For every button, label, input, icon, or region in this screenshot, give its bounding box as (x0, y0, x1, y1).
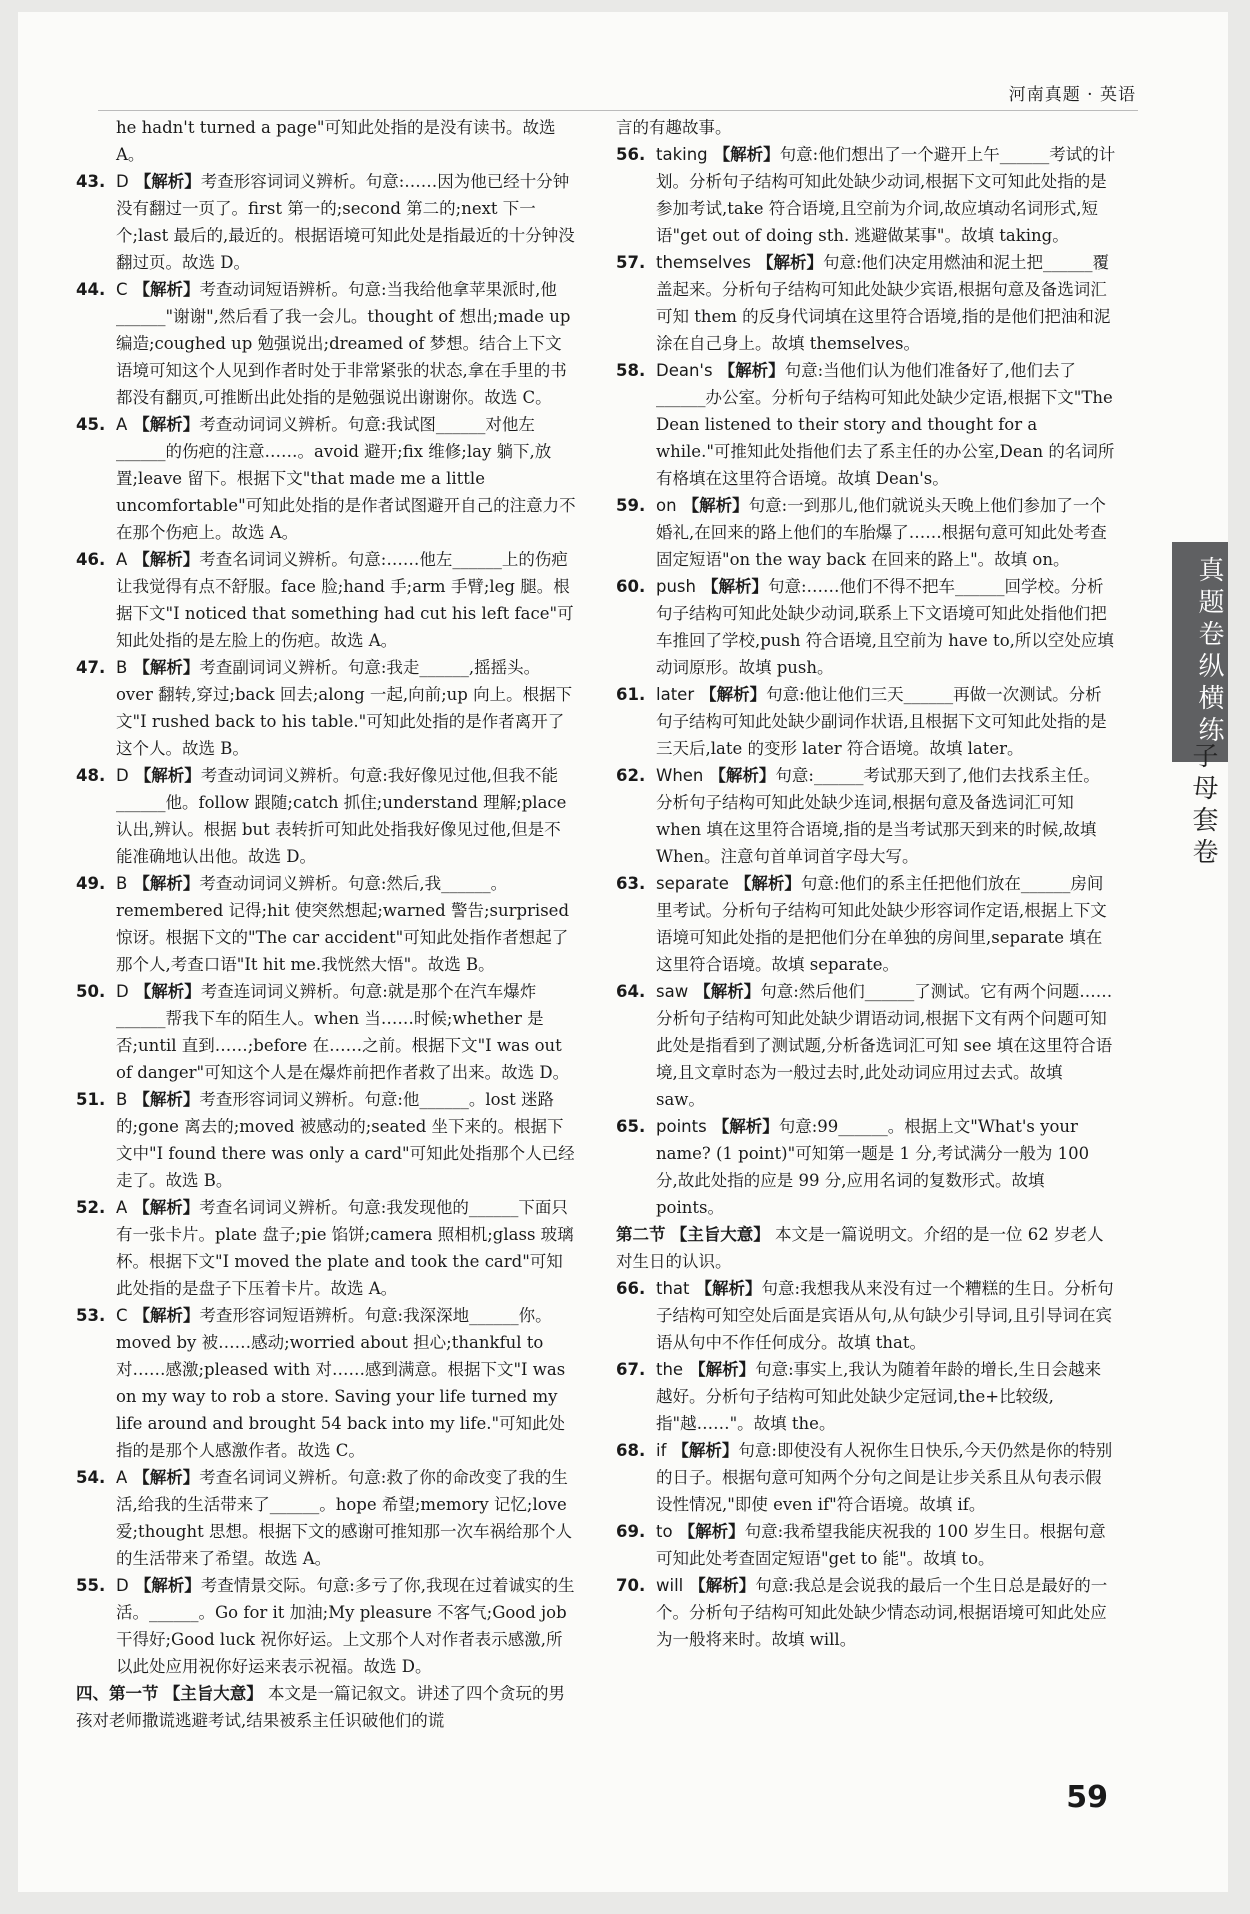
analysis-text: 考查动词词义辨析。句意:我好像见过他,但我不能______他。follow 跟随;catch 抓住;understand 理解;place 认出,辨认。根据 but 表转折可知此处指我好像见过他,但是不能准确地认出他。故选 D。 (116, 766, 567, 866)
answer-entry (616, 573, 1116, 681)
answer-value: will (656, 1576, 684, 1595)
question-number: 55. (76, 1576, 106, 1595)
answer-value: D (116, 766, 129, 785)
analysis-text: 句意:他们的系主任把他们放在______房间里考试。分析句子结构可知此处缺少形容词作定语,根据上下文语境可知此处指的是把他们分在单独的房间里,separate 填在这里符合语境。故填 separate。 (656, 874, 1107, 974)
analysis-tag: 【解析】 (134, 982, 201, 1001)
question-number: 48. (76, 766, 106, 785)
analysis-text: 句意:然后他们______了测试。它有两个问题……分析句子结构可知此处缺少谓语动词,根据下文有两个问题可知此处是指看到了测试题,分析备选词汇可知 see 填在这里符合语境,且文章时态为一般过去时,此处动词应用过去式。故填 saw。 (656, 982, 1113, 1109)
analysis-text: 句意:当他们认为他们准备好了,他们去了______办公室。分析句子结构可知此处缺少定语,根据下文"The Dean listened to their story and thought for a while."可推知此处指他们去了系主任的办公室,Dean 的名词所有格填在这里符合语境。故填 Dean's。 (656, 361, 1115, 488)
answer-value: A (116, 1468, 128, 1487)
analysis-text: 考查名词词义辨析。句意:我发现他的______下面只有一张卡片。plate 盘子;pie 馅饼;camera 照相机;glass 玻璃杯。根据下文"I moved the plate and took the card"可知此处指的是盘子下压着卡片。故选 A。 (116, 1198, 574, 1298)
analysis-tag: 【解析】 (133, 1306, 200, 1325)
answer-entry (616, 1113, 1116, 1221)
answer-entry (76, 1302, 576, 1464)
analysis-tag: 【解析】 (678, 1522, 745, 1541)
answer-entry (76, 546, 576, 654)
answer-value: on (656, 496, 677, 515)
analysis-text: 考查形容词短语辨析。句意:我深深地______你。moved by 被……感动;worried about 担心;thankful to 对……感激;pleased with 对……感到满意。根据下文"I was on my way to rob a store. Saving your life turned my life around and brought 54 back into my life."可知此处指的是那个人感激作者。故选 C。 (116, 1306, 566, 1460)
question-number: 64. (616, 982, 646, 1001)
question-number: 65. (616, 1117, 646, 1136)
answer-entry (616, 1275, 1116, 1356)
section-summary (616, 1221, 1116, 1275)
analysis-text: 句意:他让他们三天______再做一次测试。分析句子结构可知此处缺少副词作状语,且根据下文可知此处指的是三天后,late 的变形 later 符合语境。故填 later。 (656, 685, 1107, 758)
question-number: 53. (76, 1306, 106, 1325)
analysis-tag: 【解析】 (133, 658, 200, 677)
answer-entry (76, 411, 576, 546)
answer-entry (616, 492, 1116, 573)
analysis-text: 考查形容词词义辨析。句意:……因为他已经十分钟没有翻过一页了。first 第一的;second 第二的;next 下一个;last 最后的,最近的。根据语境可知此处是指最近的十分钟没翻过页。故选 D。 (116, 172, 575, 272)
answer-value: C (116, 280, 128, 299)
analysis-text: 考查动词短语辨析。句意:当我给他拿苹果派时,他______"谢谢",然后看了我一会儿。thought of 想出;made up 编造;coughed up 勉强说出;dreamed of 梦想。结合上下文语境可知这个人见到作者时处于非常紧张的状态,拿在手里的书都没有翻页,可推断出此处指的是勉强说出谢谢你。故选 C。 (116, 280, 571, 407)
question-number: 46. (76, 550, 106, 569)
answer-value: that (656, 1279, 690, 1298)
analysis-text: 句意:……他们不得不把车______回学校。分析句子结构可知此处缺少动词,联系上下文语境可知此处指他们把车推回了学校,push 符合语境,且空前为 have to,所以空处应填动词原形。故填 push。 (656, 577, 1114, 677)
section-text: 本文是一篇记叙文。讲述了四个贪玩的男孩对老师撒谎逃避考试,结果被系主任识破他们的谎 (76, 1684, 565, 1730)
answer-value: B (116, 1090, 128, 1109)
analysis-tag: 【解析】 (682, 496, 749, 515)
analysis-tag: 【解析】 (695, 1279, 762, 1298)
question-number: 59. (616, 496, 646, 515)
question-number: 50. (76, 982, 106, 1001)
analysis-tag: 【解析】 (709, 766, 776, 785)
lead-in-text: 言的有趣故事。 (616, 118, 732, 137)
analysis-tag: 【解析】 (134, 1576, 201, 1595)
analysis-text: 句意:他们决定用燃油和泥土把______覆盖起来。分析句子结构可知此处缺少宾语,根据句意及备选词汇可知 them 的反身代词填在这里符合语境,指的是他们把油和泥涂在自己身上。故填 themselves。 (656, 253, 1111, 353)
answer-value: push (656, 577, 696, 596)
question-number: 62. (616, 766, 646, 785)
question-number: 43. (76, 172, 106, 191)
side-tab-title: 真题卷纵横练 (1172, 542, 1228, 762)
question-number: 47. (76, 658, 106, 677)
analysis-tag: 【解析】 (134, 172, 201, 191)
section-text: 本文是一篇说明文。介绍的是一位 62 岁老人对生日的认识。 (616, 1225, 1104, 1271)
answer-value: C (116, 1306, 128, 1325)
analysis-text: 考查副词词义辨析。句意:我走______,摇摇头。over 翻转,穿过;back 回去;along 一起,向前;up 向上。根据下文"I rushed back to his table."可知此处指的是作者离开了这个人。故选 B。 (116, 658, 573, 758)
analysis-tag: 【解析】 (133, 550, 200, 569)
analysis-tag: 【解析】 (133, 874, 200, 893)
answer-entry (76, 978, 576, 1086)
analysis-tag: 【解析】 (712, 1117, 779, 1136)
answer-value: A (116, 550, 128, 569)
question-number: 68. (616, 1441, 646, 1460)
analysis-text: 考查连词词义辨析。句意:就是那个在汽车爆炸______帮我下车的陌生人。when 当……时候;whether 是否;until 直到……;before 在……之前。根据下文"I was out of danger"可知这个人是在爆炸前把作者救了出来。故选 D。 (116, 982, 570, 1082)
answer-entry (616, 762, 1116, 870)
answer-value: A (116, 415, 128, 434)
answer-entry (76, 654, 576, 762)
analysis-text: 考查动词词义辨析。句意:然后,我______。remembered 记得;hit 使突然想起;warned 警告;surprised 惊讶。根据下文的"The car accident"可知此处指作者想起了那个人,考查口语"It hit me.我恍然大悟"。故选 B。 (116, 874, 570, 974)
answer-value: B (116, 874, 128, 893)
answer-value: to (656, 1522, 673, 1541)
answer-entry (616, 249, 1116, 357)
analysis-tag: 【解析】 (700, 685, 767, 704)
analysis-text: 考查情景交际。句意:多亏了你,我现在过着诚实的生活。______。Go for it 加油;My pleasure 不客气;Good job 干得好;Good luck 祝你好运。上文那个人对作者表示感激,所以此处应用祝你好运来表示祝福。故选 D。 (116, 1576, 575, 1676)
question-number: 51. (76, 1090, 106, 1109)
question-number: 60. (616, 577, 646, 596)
answer-value: D (116, 172, 129, 191)
header-divider (98, 110, 1138, 111)
answer-entry (616, 1572, 1116, 1653)
answer-value: points (656, 1117, 707, 1136)
question-number: 70. (616, 1576, 646, 1595)
side-tab-subtitle: 子母套卷 (1188, 742, 1218, 870)
question-number: 44. (76, 280, 106, 299)
question-number: 66. (616, 1279, 646, 1298)
analysis-text: 句意:我总是会说我的最后一个生日总是最好的一个。分析句子结构可知此处缺少情态动词,根据语境可知此处应为一般将来时。故填 will。 (656, 1576, 1108, 1649)
answer-entry (76, 168, 576, 276)
page-number: 59 (1066, 1780, 1108, 1815)
analysis-tag: 【解析】 (133, 1090, 200, 1109)
analysis-text: 句意:我想我从来没有过一个糟糕的生日。分析句子结构可知空处后面是宾语从句,从句缺少引导词,且引导词在宾语从句中不作任何成分。故填 that。 (656, 1279, 1114, 1352)
analysis-tag: 【解析】 (689, 1360, 756, 1379)
answer-entry (76, 762, 576, 870)
question-number: 57. (616, 253, 646, 272)
analysis-tag: 【解析】 (757, 253, 823, 272)
answer-value: saw (656, 982, 689, 1001)
analysis-tag: 【解析】 (713, 145, 780, 164)
analysis-text: 考查形容词词义辨析。句意:他______。lost 迷路的;gone 离去的;moved 被感动的;seated 坐下来的。根据下文中"I found there was only a card"可知此处指那个人已经走了。故选 B。 (116, 1090, 575, 1190)
section-tag: 【主旨大意】 (163, 1684, 263, 1703)
analysis-tag: 【解析】 (133, 280, 200, 299)
answer-entry (76, 870, 576, 978)
question-number: 67. (616, 1360, 646, 1379)
answer-value: D (116, 1576, 129, 1595)
answer-value: later (656, 685, 695, 704)
answer-entry (616, 1437, 1116, 1518)
analysis-text: 句意:99______。根据上文"What's your name? (1 point)"可知第一题是 1 分,考试满分一般为 100 分,故此处指的应是 99 分,应用名词的复数形式。故填 points。 (656, 1117, 1090, 1217)
analysis-tag: 【解析】 (694, 982, 761, 1001)
analysis-tag: 【解析】 (672, 1441, 739, 1460)
answer-value: B (116, 658, 128, 677)
analysis-text: 考查名词词义辨析。句意:……他左______上的伤疤让我觉得有点不舒服。face 脸;hand 手;arm 手臂;leg 腿。根据下文"I noticed that something had cut his left face"可知此处指的是左脸上的伤疤。故选 A。 (116, 550, 574, 650)
analysis-tag: 【解析】 (702, 577, 768, 596)
answer-entry (76, 276, 576, 411)
answer-entry (616, 1518, 1116, 1572)
analysis-text: 句意:事实上,我认为随着年龄的增长,生日会越来越好。分析句子结构可知此处缺少定冠词,the+比较级,指"越……"。故填 the。 (656, 1360, 1102, 1433)
answer-entry (616, 870, 1116, 978)
left-column (76, 114, 576, 1734)
analysis-text: 句意:______考试那天到了,他们去找系主任。分析句子结构可知此处缺少连词,根据句意及备选词汇可知 when 填在这里符合语境,指的是当考试那天到来的时候,故填 When。注意句首单词首字母大写。 (656, 766, 1100, 866)
answer-entry (76, 1086, 576, 1194)
analysis-text: 句意:即使没有人祝你生日快乐,今天仍然是你的特别的日子。根据句意可知两个分句之间是让步关系且从句表示假设性情况,"即使 even if"符合语境。故填 if。 (656, 1441, 1113, 1514)
analysis-tag: 【解析】 (734, 874, 801, 893)
answer-entry (616, 681, 1116, 762)
question-number: 61. (616, 685, 646, 704)
section-tag: 【主旨大意】 (670, 1225, 770, 1244)
answer-entry (76, 1572, 576, 1680)
analysis-text: 句意:一到那儿,他们就说头天晚上他们参加了一个婚礼,在回来的路上他们的车胎爆了……根据句意可知此处考查固定短语"on the way back 在回来的路上"。故填 on。 (656, 496, 1107, 569)
question-number: 52. (76, 1198, 106, 1217)
analysis-tag: 【解析】 (718, 361, 785, 380)
question-number: 58. (616, 361, 646, 380)
answer-value: A (116, 1198, 128, 1217)
answer-value: separate (656, 874, 729, 893)
question-number: 56. (616, 145, 646, 164)
question-number: 69. (616, 1522, 646, 1541)
answer-value: D (116, 982, 129, 1001)
question-number: 45. (76, 415, 106, 434)
answer-entry (616, 357, 1116, 492)
analysis-text: 考查名词词义辨析。句意:救了你的命改变了我的生活,给我的生活带来了______。hope 希望;memory 记忆;love 爱;thought 思想。根据下文的感谢可推知那一次车祸给那个人的生活带来了希望。故选 A。 (116, 1468, 572, 1568)
right-column (616, 114, 1116, 1653)
answer-entry (76, 1194, 576, 1302)
answer-value: themselves (656, 253, 751, 272)
answer-entry (76, 1464, 576, 1572)
analysis-tag: 【解析】 (133, 415, 200, 434)
answer-entry (616, 1356, 1116, 1437)
analysis-tag: 【解析】 (134, 766, 201, 785)
analysis-text: 考查动词词义辨析。句意:我试图______对他左______的伤疤的注意……。avoid 避开;fix 维修;lay 躺下,放置;leave 留下。根据下文"that made me a little uncomfortable"可知此处指的是作者试图避开自己的注意力不在那个伤疤上。故选 A。 (116, 415, 576, 542)
question-number: 49. (76, 874, 106, 893)
answer-value: the (656, 1360, 684, 1379)
answer-value: When (656, 766, 704, 785)
lead-in-text: he hadn't turned a page"可知此处指的是没有读书。故选 A。 (116, 118, 556, 164)
analysis-tag: 【解析】 (133, 1198, 200, 1217)
page-header: 河南真题 · 英语 (1008, 85, 1136, 105)
answer-value: taking (656, 145, 708, 164)
question-number: 63. (616, 874, 646, 893)
analysis-text: 句意:我希望我能庆祝我的 100 岁生日。根据句意可知此处考查固定短语"get to 能"。故填 to。 (656, 1522, 1106, 1568)
analysis-tag: 【解析】 (133, 1468, 200, 1487)
section-label: 四、第一节 (76, 1684, 159, 1703)
section-summary (76, 1680, 576, 1734)
answer-value: Dean's (656, 361, 713, 380)
answer-page (18, 12, 1228, 1892)
analysis-tag: 【解析】 (689, 1576, 756, 1595)
question-number: 54. (76, 1468, 106, 1487)
section-label: 第二节 (616, 1225, 666, 1244)
answer-value: if (656, 1441, 667, 1460)
analysis-text: 句意:他们想出了一个避开上午______考试的计划。分析句子结构可知此处缺少动词,根据下文可知此处指的是参加考试,take 符合语境,且空前为介词,故应填动名词形式,短语"get out of doing sth. 逃避做某事"。故填 taking。 (656, 145, 1116, 245)
answer-entry (616, 141, 1116, 249)
answer-entry (616, 978, 1116, 1113)
